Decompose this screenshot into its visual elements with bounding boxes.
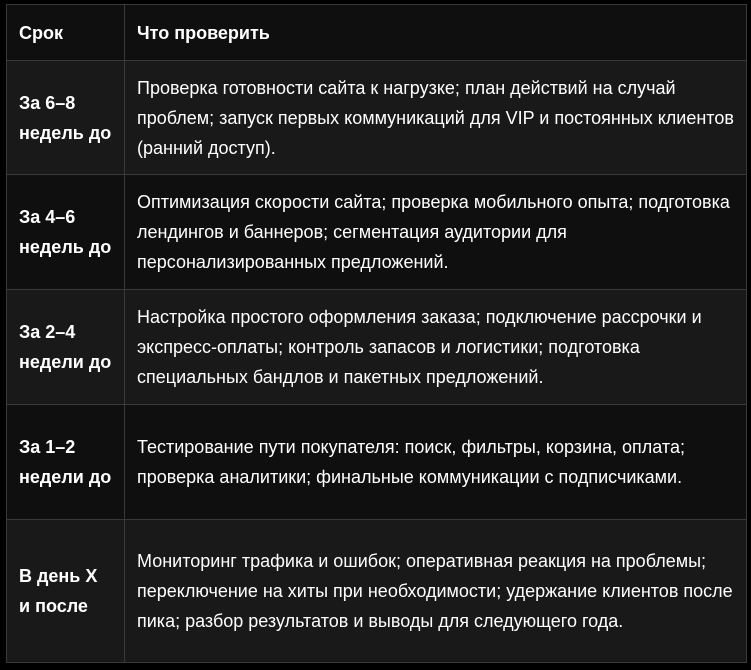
row-check: Настройка простого оформления заказа; подключение рассрочки и экспресс-оплаты; контроль запасов и логистики; подготовка специальных бандлов и пакетных предложений.	[125, 290, 747, 405]
table-row	[7, 61, 747, 175]
table-body	[7, 61, 747, 663]
checklist-table	[6, 4, 747, 663]
table-row	[7, 175, 747, 290]
row-check: Мониторинг трафика и ошибок; оперативная реакция на проблемы; переключение на хиты при необходимости; удержание клиентов после пика; разбор результатов и выводы для следующего года.	[125, 520, 747, 663]
table-row	[7, 405, 747, 520]
header-term: Срок	[7, 5, 125, 61]
row-term: За 4–6 недель до	[7, 175, 125, 290]
row-check: Тестирование пути покупателя: поиск, фильтры, корзина, оплата; проверка аналитики; финальные коммуникации с подписчиками.	[125, 405, 747, 520]
header-row	[7, 5, 747, 61]
row-term: За 2–4 недели до	[7, 290, 125, 405]
table-row	[7, 520, 747, 663]
row-check: Оптимизация скорости сайта; проверка мобильного опыта; подготовка лендингов и баннеров; сегментация аудитории для персонализированных предложений.	[125, 175, 747, 290]
row-check: Проверка готовности сайта к нагрузке; план действий на случай проблем; запуск первых коммуникаций для VIP и постоянных клиентов (ранний доступ).	[125, 61, 747, 175]
row-term: В день X и после	[7, 520, 125, 663]
table-row	[7, 290, 747, 405]
header-check: Что проверить	[125, 5, 747, 61]
row-term: За 6–8 недель до	[7, 61, 125, 175]
table-header	[7, 5, 747, 61]
row-term: За 1–2 недели до	[7, 405, 125, 520]
